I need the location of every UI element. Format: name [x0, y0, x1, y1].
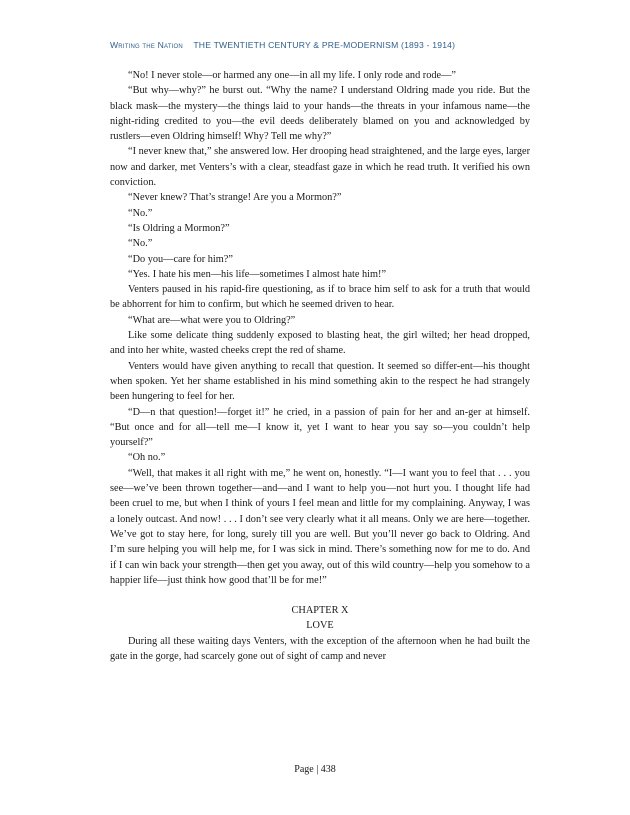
paragraph: “D—n that question!—forget it!” he cried, in a passion of pain for her and an-ger at himself. “But once and for all—tell me—I know it, yet I want to hear you say so—you couldn’t help yourself?” — [110, 406, 530, 449]
paragraph: “Never knew? That’s strange! Are you a Mormon?” — [128, 192, 342, 204]
paragraph: Venters would have given anything to recall that question. It seemed so differ-ent—his thought when spoken. Yet her shame established in his mind something akin to the respect he had strangely been hungering to feel for her. — [110, 360, 530, 403]
paragraph: “I never knew that,” she answered low. Her drooping head straightened, and the large eyes, larger now and darker, met Venters’s with a clear, steadfast gaze in which he read truth. It verified his own conviction. — [110, 146, 530, 189]
paragraph: During all these waiting days Venters, with the exception of the afternoon when he had built the gate in the gorge, had scarcely gone out of sight of camp and never — [110, 635, 530, 662]
page-number: Page | 438 — [294, 764, 336, 775]
paragraph: “What are—what were you to Oldring?” — [128, 314, 296, 326]
paragraph: “No.” — [128, 207, 153, 219]
paragraph: “No! I never stole—or harmed any one—in all my life. I only rode and rode—” — [128, 70, 456, 81]
page-body — [110, 68, 530, 664]
header-title: THE TWENTIETH CENTURY & PRE-MODERNISM (1893 - 1914) — [193, 40, 456, 50]
paragraph: “Well, that makes it all right with me,” he went on, honestly. “I—I want you to feel that . . . you see—we’ve been thrown together—and—and I want to help you—not hurt you. I thought life had been cruel to me, but when I think of yours I feel mean and little for my complaining. Anyway, I was a lonely outcast. And now! . . . I don’t see very clearly what it all means. Only we are here—together. We’ve got to stay here, for long, surely till you are well. But you’ll never go back to Oldring. And I’m sure helping you will help me, for I was sick in mind. There’s something now for me to do. And if I can win back your strength—then get you away, out of this wild country—help you somehow to a happier life—just think how good that’ll be for me!” — [110, 467, 530, 586]
paragraph: Venters paused in his rapid-fire questioning, as if to brace him self to ask for a truth that would be abhorrent for him to confirm, but which he seemed driven to hear. — [110, 284, 530, 311]
paragraph: Like some delicate thing suddenly exposed to blasting heat, the girl wilted; her head dropped, and into her white, wasted cheeks crept the red of shame. — [110, 330, 530, 357]
chapter-heading: CHAPTER X — [291, 605, 349, 617]
paragraph: “But why—why?” he burst out. “Why the name? I understand Oldring made you ride. But the black mask—the mystery—the things laid to your hands—the threats in your infamous name—the night-riding credited to you—the evil deeds deliberately blamed on you and acknowledged by rustlers—even Oldring himself! Why? Tell me why?” — [110, 85, 530, 143]
running-header — [110, 40, 530, 50]
paragraph: “Yes. I hate his men—his life—sometimes I almost hate him!” — [128, 268, 387, 280]
paragraph: “Is Oldring a Mormon?” — [128, 222, 230, 234]
paragraph: “No.” — [128, 238, 153, 250]
header-section: Writing the Nation — [110, 40, 183, 50]
chapter-subtitle: LOVE — [306, 620, 334, 632]
paragraph: “Do you—care for him?” — [128, 253, 233, 265]
paragraph: “Oh no.” — [128, 452, 166, 464]
